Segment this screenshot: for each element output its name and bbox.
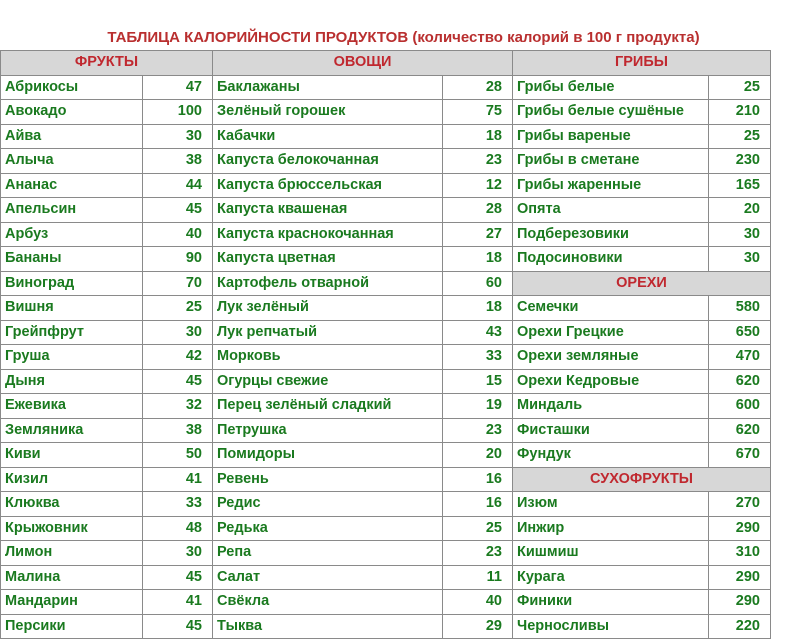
vegetable-name: Ревень [213, 467, 443, 492]
fruit-kcal: 44 [143, 173, 213, 198]
table-row [1, 100, 771, 125]
vegetable-kcal: 20 [443, 443, 513, 468]
fruit-kcal: 38 [143, 149, 213, 174]
dried-fruit-name: Финики [513, 590, 709, 615]
vegetable-kcal: 11 [443, 565, 513, 590]
table-row [1, 345, 771, 370]
dried-fruit-name: Кишмиш [513, 541, 709, 566]
dried-fruit-kcal: 290 [709, 516, 771, 541]
vegetable-name: Репа [213, 541, 443, 566]
table-row [1, 590, 771, 615]
vegetable-kcal: 18 [443, 124, 513, 149]
fruit-kcal: 30 [143, 124, 213, 149]
vegetable-name: Салат [213, 565, 443, 590]
vegetable-name: Редис [213, 492, 443, 517]
table-row [1, 418, 771, 443]
table-row [1, 222, 771, 247]
vegetable-name: Капуста цветная [213, 247, 443, 272]
nut-name: Фундук [513, 443, 709, 468]
mushroom-kcal: 210 [709, 100, 771, 125]
nut-name: Орехи земляные [513, 345, 709, 370]
fruit-kcal: 30 [143, 541, 213, 566]
vegetable-name: Лук репчатый [213, 320, 443, 345]
fruit-kcal: 45 [143, 614, 213, 639]
nut-name: Фисташки [513, 418, 709, 443]
mushroom-name: Грибы в сметане [513, 149, 709, 174]
dried-fruit-name: Курага [513, 565, 709, 590]
table-row [1, 369, 771, 394]
fruit-kcal: 41 [143, 467, 213, 492]
vegetable-kcal: 18 [443, 296, 513, 321]
fruit-name: Малина [1, 565, 143, 590]
fruits-header: ФРУКТЫ [1, 51, 213, 76]
mushroom-kcal: 20 [709, 198, 771, 223]
nut-name: Орехи Грецкие [513, 320, 709, 345]
calorie-table [0, 50, 771, 639]
vegetable-kcal: 12 [443, 173, 513, 198]
dried-fruit-name: Инжир [513, 516, 709, 541]
fruit-kcal: 45 [143, 369, 213, 394]
table-row [1, 75, 771, 100]
fruit-name: Кизил [1, 467, 143, 492]
fruit-kcal: 42 [143, 345, 213, 370]
vegetable-kcal: 29 [443, 614, 513, 639]
nut-name: Орехи Кедровые [513, 369, 709, 394]
dried-fruit-kcal: 290 [709, 590, 771, 615]
dried-fruits-header: СУХОФРУКТЫ [513, 467, 771, 492]
nut-kcal: 620 [709, 418, 771, 443]
table-row [1, 124, 771, 149]
vegetable-kcal: 40 [443, 590, 513, 615]
table-row [1, 565, 771, 590]
nut-name: Семечки [513, 296, 709, 321]
nut-kcal: 470 [709, 345, 771, 370]
fruit-name: Персики [1, 614, 143, 639]
table-title: ТАБЛИЦА КАЛОРИЙНОСТИ ПРОДУКТОВ (количество калорий в 100 г продукта) [107, 29, 700, 46]
vegetable-name: Кабачки [213, 124, 443, 149]
table-row [1, 271, 771, 296]
fruit-name: Груша [1, 345, 143, 370]
fruit-name: Земляника [1, 418, 143, 443]
vegetable-name: Редька [213, 516, 443, 541]
vegetable-name: Лук зелёный [213, 296, 443, 321]
vegetables-header: ОВОЩИ [213, 51, 513, 76]
table-row [1, 492, 771, 517]
fruit-name: Крыжовник [1, 516, 143, 541]
fruit-name: Абрикосы [1, 75, 143, 100]
fruit-kcal: 100 [143, 100, 213, 125]
fruit-kcal: 48 [143, 516, 213, 541]
vegetable-kcal: 23 [443, 149, 513, 174]
fruit-name: Ежевика [1, 394, 143, 419]
table-row [1, 247, 771, 272]
table-row [1, 443, 771, 468]
nut-kcal: 620 [709, 369, 771, 394]
dried-fruit-kcal: 290 [709, 565, 771, 590]
vegetable-name: Морковь [213, 345, 443, 370]
vegetable-name: Огурцы свежие [213, 369, 443, 394]
fruit-kcal: 47 [143, 75, 213, 100]
vegetable-name: Петрушка [213, 418, 443, 443]
fruit-kcal: 25 [143, 296, 213, 321]
fruit-name: Авокадо [1, 100, 143, 125]
table-row [1, 296, 771, 321]
nut-kcal: 600 [709, 394, 771, 419]
mushroom-kcal: 25 [709, 124, 771, 149]
fruit-name: Дыня [1, 369, 143, 394]
mushroom-kcal: 230 [709, 149, 771, 174]
mushrooms-header: ГРИБЫ [513, 51, 771, 76]
dried-fruit-kcal: 220 [709, 614, 771, 639]
vegetable-kcal: 25 [443, 516, 513, 541]
vegetable-kcal: 75 [443, 100, 513, 125]
fruit-kcal: 40 [143, 222, 213, 247]
fruit-name: Мандарин [1, 590, 143, 615]
fruit-name: Грейпфрут [1, 320, 143, 345]
fruit-name: Киви [1, 443, 143, 468]
dried-fruit-kcal: 270 [709, 492, 771, 517]
table-row [1, 516, 771, 541]
nut-kcal: 670 [709, 443, 771, 468]
vegetable-name: Капуста краснокочанная [213, 222, 443, 247]
vegetable-name: Баклажаны [213, 75, 443, 100]
vegetable-name: Тыква [213, 614, 443, 639]
vegetable-kcal: 33 [443, 345, 513, 370]
vegetable-kcal: 16 [443, 492, 513, 517]
vegetable-name: Зелёный горошек [213, 100, 443, 125]
fruit-name: Лимон [1, 541, 143, 566]
fruit-name: Ананас [1, 173, 143, 198]
fruit-kcal: 41 [143, 590, 213, 615]
mushroom-kcal: 165 [709, 173, 771, 198]
mushroom-kcal: 30 [709, 247, 771, 272]
fruit-kcal: 70 [143, 271, 213, 296]
vegetable-name: Картофель отварной [213, 271, 443, 296]
fruit-name: Алыча [1, 149, 143, 174]
fruit-name: Клюква [1, 492, 143, 517]
vegetable-name: Капуста белокочанная [213, 149, 443, 174]
fruit-kcal: 45 [143, 565, 213, 590]
header-row [1, 51, 771, 76]
dried-fruit-kcal: 310 [709, 541, 771, 566]
fruit-kcal: 38 [143, 418, 213, 443]
vegetable-kcal: 16 [443, 467, 513, 492]
fruit-kcal: 32 [143, 394, 213, 419]
table-row [1, 173, 771, 198]
fruit-kcal: 30 [143, 320, 213, 345]
fruit-name: Виноград [1, 271, 143, 296]
fruit-name: Арбуз [1, 222, 143, 247]
vegetable-name: Перец зелёный сладкий [213, 394, 443, 419]
table-row [1, 467, 771, 492]
mushroom-kcal: 25 [709, 75, 771, 100]
vegetable-name: Помидоры [213, 443, 443, 468]
mushroom-name: Опята [513, 198, 709, 223]
mushroom-name: Подберезовики [513, 222, 709, 247]
mushroom-name: Грибы вареные [513, 124, 709, 149]
mushroom-name: Грибы белые сушёные [513, 100, 709, 125]
nuts-header: ОРЕХИ [513, 271, 771, 296]
table-row [1, 541, 771, 566]
fruit-name: Айва [1, 124, 143, 149]
vegetable-kcal: 43 [443, 320, 513, 345]
table-row [1, 614, 771, 639]
vegetable-kcal: 28 [443, 75, 513, 100]
mushroom-name: Подосиновики [513, 247, 709, 272]
vegetable-kcal: 28 [443, 198, 513, 223]
nut-kcal: 580 [709, 296, 771, 321]
mushroom-kcal: 30 [709, 222, 771, 247]
dried-fruit-name: Изюм [513, 492, 709, 517]
nut-name: Миндаль [513, 394, 709, 419]
vegetable-kcal: 23 [443, 541, 513, 566]
mushroom-name: Грибы белые [513, 75, 709, 100]
fruit-kcal: 50 [143, 443, 213, 468]
vegetable-kcal: 60 [443, 271, 513, 296]
vegetable-kcal: 27 [443, 222, 513, 247]
fruit-name: Бананы [1, 247, 143, 272]
nut-kcal: 650 [709, 320, 771, 345]
vegetable-kcal: 18 [443, 247, 513, 272]
vegetable-name: Капуста брюссельская [213, 173, 443, 198]
fruit-kcal: 33 [143, 492, 213, 517]
vegetable-kcal: 19 [443, 394, 513, 419]
dried-fruit-name: Черносливы [513, 614, 709, 639]
table-row [1, 198, 771, 223]
table-row [1, 394, 771, 419]
fruit-kcal: 90 [143, 247, 213, 272]
vegetable-name: Капуста квашеная [213, 198, 443, 223]
fruit-name: Вишня [1, 296, 143, 321]
vegetable-name: Свёкла [213, 590, 443, 615]
vegetable-kcal: 23 [443, 418, 513, 443]
mushroom-name: Грибы жаренные [513, 173, 709, 198]
vegetable-kcal: 15 [443, 369, 513, 394]
table-row [1, 320, 771, 345]
table-row [1, 149, 771, 174]
fruit-kcal: 45 [143, 198, 213, 223]
fruit-name: Апельсин [1, 198, 143, 223]
